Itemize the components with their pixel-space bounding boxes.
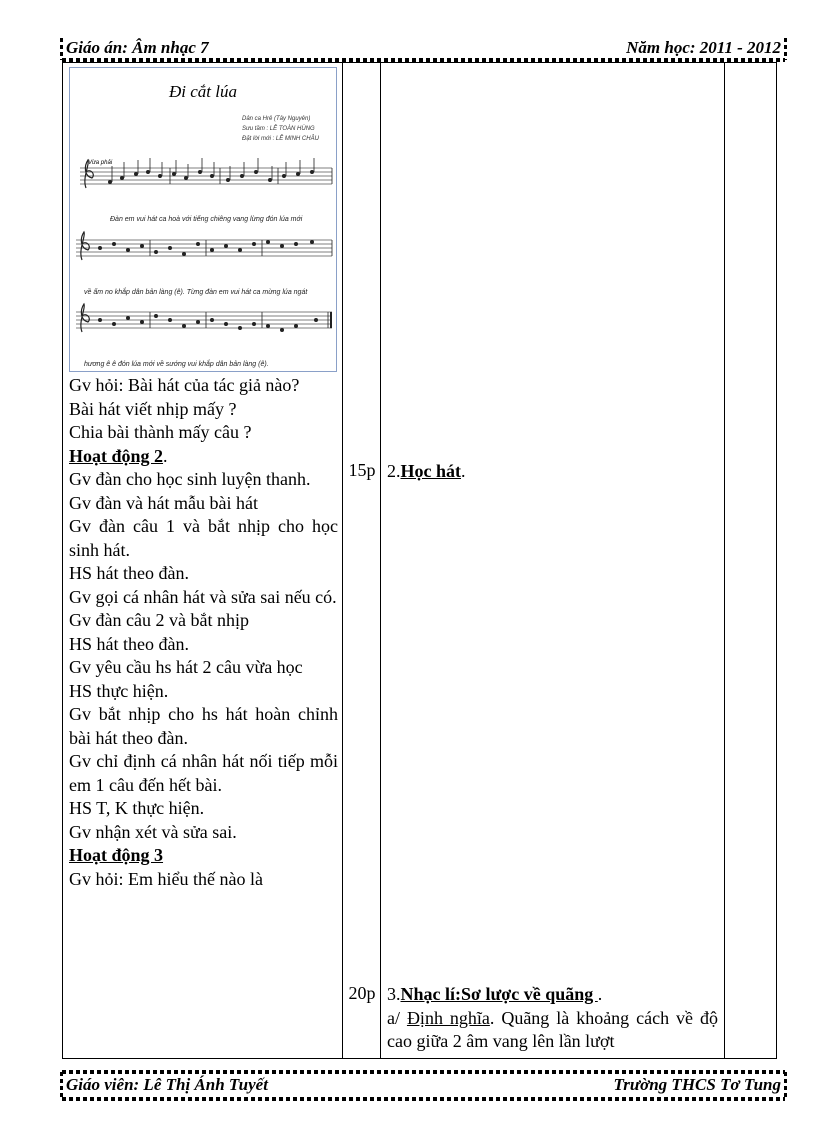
lyric-line-1: Đàn em vui hát ca hoà với tiếng chiêng vang lừng đón lúa mới — [110, 216, 303, 223]
song-collector: Sưu tầm : LÊ TOÀN HÙNG — [242, 126, 315, 132]
footer-teacher: Giáo viên: Lê Thị Ánh Tuyết — [66, 1075, 268, 1094]
activity-line: HS hát theo đàn. — [69, 563, 189, 583]
question-time-signature: Bài hát viết nhịp mấy ? — [69, 398, 237, 419]
song-tempo: Vừa phải — [88, 160, 113, 166]
lyric-line-2: về ấm no khắp dân bản làng (ê). Từng đàn em vui hát ca mừng lúa ngát — [84, 289, 308, 296]
header-subject: Giáo án: Âm nhạc 7 — [66, 38, 209, 57]
footer-bottom-line — [62, 1097, 785, 1101]
activity-line: HS thực hiện. — [69, 680, 169, 701]
activity-line: Gv chỉ định cá nhân hát nối tiếp mỗi em 1 câu đến hết bài. — [69, 751, 338, 795]
activity-line: Gv hỏi: Em hiểu thế nào là — [69, 868, 263, 889]
song-origin: Dân ca Hrê (Tây Nguyên) — [242, 116, 311, 122]
activity-line: HS hát theo đàn. — [69, 633, 189, 654]
page-header — [62, 38, 785, 58]
section-learn-singing: 2.Học hát. — [387, 461, 466, 481]
footer-left-edge — [60, 1072, 63, 1098]
notes-cell — [725, 63, 777, 1059]
activity-line: Gv đàn cho học sinh luyện thanh. — [69, 469, 311, 489]
sheet-music-image — [69, 67, 337, 372]
activity-line: Gv gọi cá nhân hát và sửa sai nếu có. — [69, 586, 337, 607]
definition-label: Định nghĩa — [406, 1007, 490, 1028]
activity-line: Gv đàn và hát mẫu bài hát — [69, 492, 258, 513]
activity-line: Gv nhận xét và sửa sai. — [69, 821, 237, 842]
lyric-line-3: hương ê ê đón lúa mới về sướng vui khắp dân bản làng (ê). — [84, 361, 269, 368]
footer-school: Trường THCS Tơ Tung — [613, 1075, 781, 1094]
activity-line: Gv yêu cầu hs hát 2 câu vừa học — [69, 657, 303, 677]
header-left-edge — [60, 38, 63, 60]
song-title: Đi cắt lúa — [169, 82, 237, 101]
question-phrases: Chia bài thành mấy câu ? — [69, 422, 252, 442]
header-right-edge — [784, 38, 787, 60]
section-2-title: Học hát — [400, 461, 461, 481]
activity-line: Gv đàn câu 2 và bắt nhịp — [69, 610, 249, 630]
lesson-table — [62, 62, 777, 1059]
activity-line: Gv đàn câu 1 và bắt nhịp cho học sinh hát. — [69, 516, 338, 560]
time-cell — [343, 63, 381, 1059]
section-3-title: Nhạc lí:Sơ lược về quãng — [400, 984, 598, 1004]
teacher-student-activity-cell: Đi cắt lúa Dân ca Hrê (Tây Nguyên) Sưu tầm : LÊ TOÀN HÙNG Đặt lời mới : LÊ MINH CHÂU Vừa phải Đàn em vui hát ca hoà với tiếng chiêng vang lừng đón lúa mới về ấm no khắp dân bản làng (ê). Từng đàn em vui hát ca mừng lúa ngát hương ê ê đón lúa mới về sướng vui khắp dân bản làng (ê). Gv hỏi: Bài hát của tác giả nào? Bài hát viết nhịp mấy ? Chia bài thành mấy câu ? Hoạt động 2. Gv đàn cho học sinh luyện thanh. Gv đàn và hát mẫu bài hát Gv đàn câu 1 và bắt nhịp cho học sinh hát. HS hát theo đàn. Gv gọi cá nhân hát và sửa sai nếu có. Gv đàn câu 2 và bắt nhịp HS hát theo đàn. Gv yêu cầu hs hát 2 câu vừa học HS thực hiện. Gv bắt nhịp cho hs hát hoàn chỉnh bài hát theo đàn. Gv chỉ định cá nhân hát nối tiếp mỗi em 1 câu đến hết bài. HS T, K thực hiện. Gv nhận xét và sửa sai. Hoạt động 3 Gv hỏi: Em hiểu thế nào là — [63, 63, 343, 1059]
activity-line: Gv bắt nhịp cho hs hát hoàn chỉnh bài hát theo đàn. — [69, 704, 338, 748]
activity-2-heading: Hoạt động 2 — [69, 445, 164, 466]
content-cell — [381, 63, 725, 1059]
section-music-theory: 3.Nhạc lí:Sơ lược về quãng . a/ Định nghĩa. Quãng là khoảng cách về độ cao giữa 2 âm vang lên lần lượt — [381, 983, 724, 1054]
activity-line: HS T, K thực hiện. — [69, 798, 205, 818]
question-author: Gv hỏi: Bài hát của tác giả nào? — [69, 375, 300, 395]
footer-right-edge — [784, 1072, 787, 1098]
time-theory: 20p — [348, 983, 376, 1003]
time-singing: 15p — [348, 460, 376, 480]
song-lyricist: Đặt lời mới : LÊ MINH CHÂU — [242, 136, 319, 142]
header-school-year: Năm học: 2011 - 2012 — [626, 38, 781, 57]
footer-divider — [62, 1070, 785, 1074]
page-footer — [62, 1075, 785, 1095]
activity-3-heading: Hoạt động 3 — [69, 845, 164, 865]
interval-definition: a/ Định nghĩa. Quãng là khoảng cách về độ cao giữa 2 âm vang lên lần lượt — [387, 1007, 718, 1051]
